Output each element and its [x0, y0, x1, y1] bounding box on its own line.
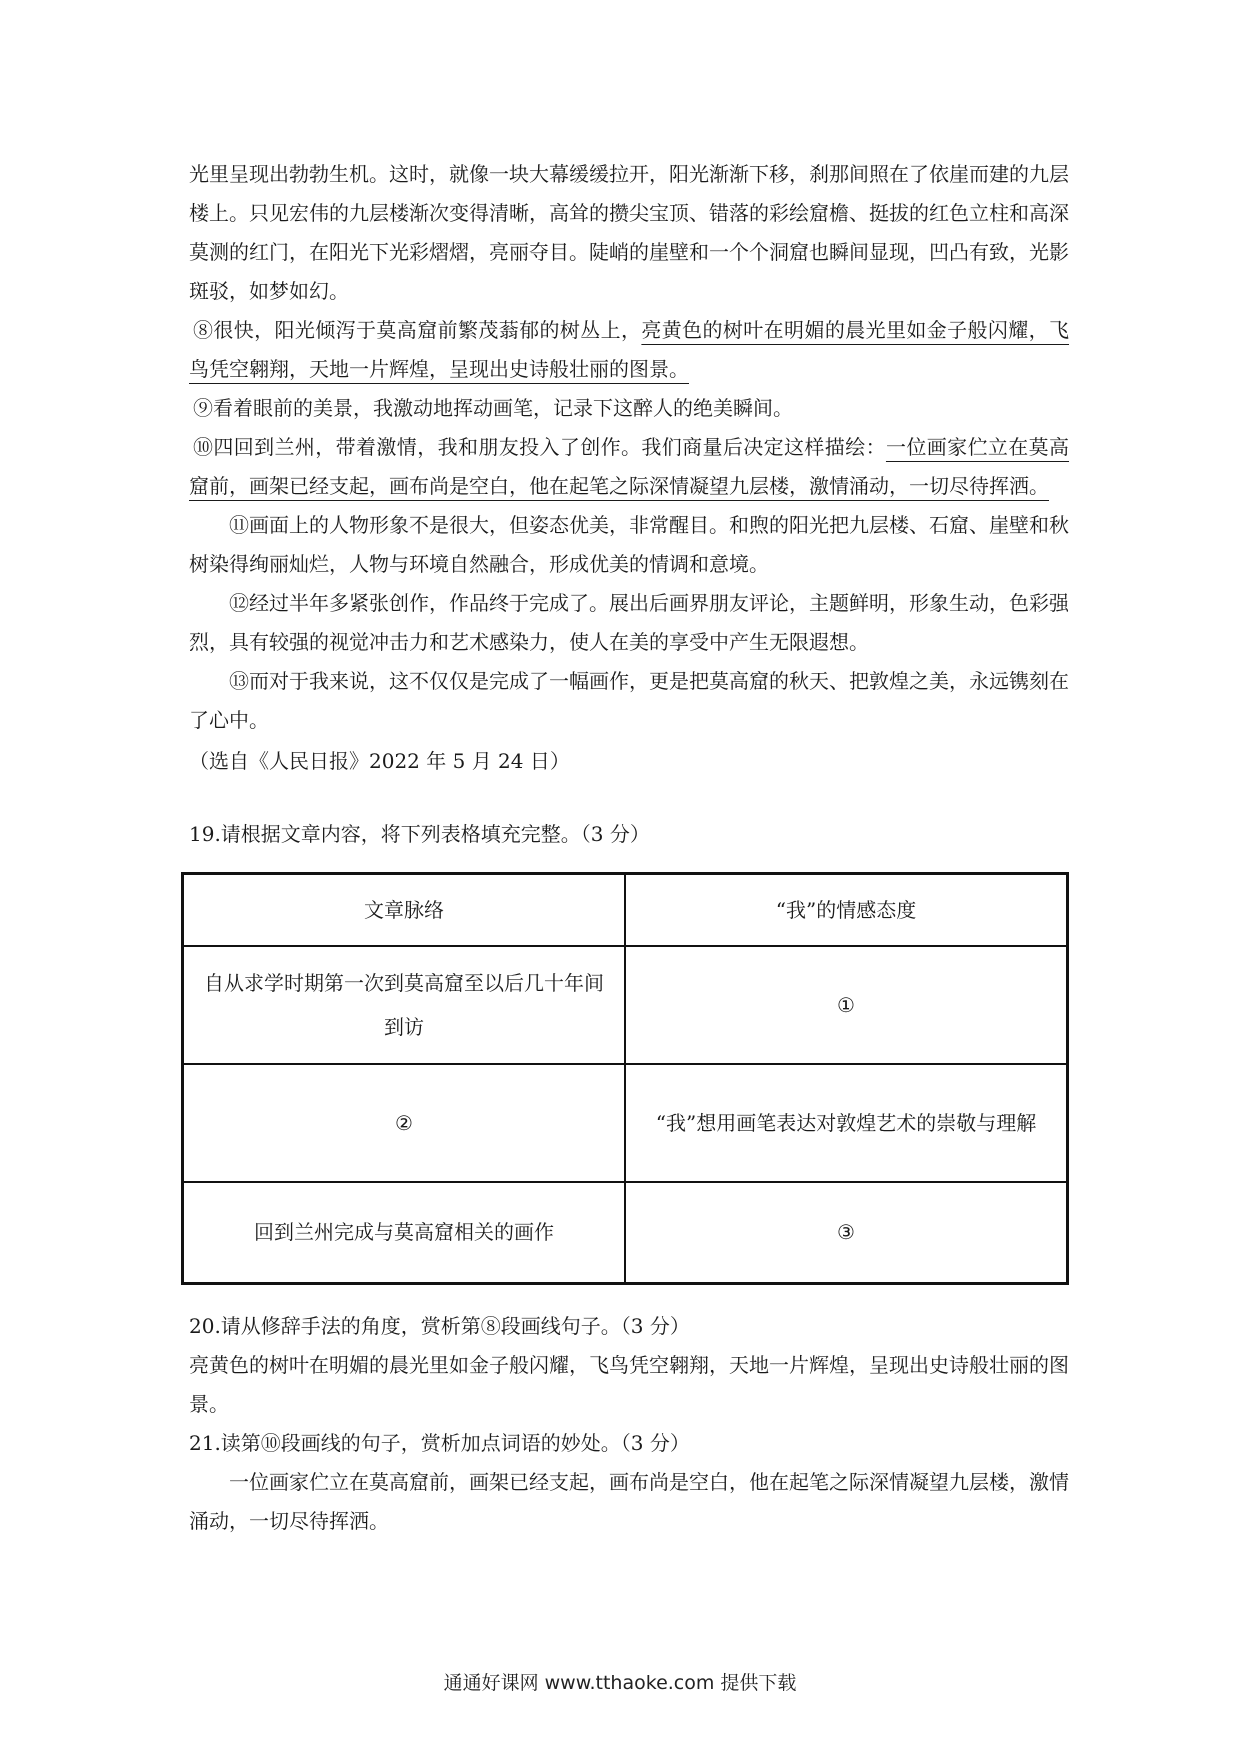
answer-blank-1: ①: [625, 946, 1068, 1064]
question-20-prompt: 20.请从修辞手法的角度，赏析第⑧段画线句子。（3 分）: [189, 1314, 690, 1338]
paragraph-8: [189, 311, 1069, 389]
paragraph-10-text: ⑩四回到兰州，带着激情，我和朋友投入了创作。我们商量后决定这样描绘：: [193, 435, 886, 459]
question-21-prompt: 21.读第⑩段画线的句子，赏析加点词语的妙处。（3 分）: [189, 1431, 690, 1455]
answer-blank-3: ③: [625, 1182, 1068, 1284]
paragraph-11: ⑪画面上的人物形象不是很大，但姿态优美，非常醒目。和煦的阳光把九层楼、石窟、崖壁和秋树染得绚丽灿烂，人物与环境自然融合，形成优美的情调和意境。: [189, 513, 1069, 576]
question-20-quote: 亮黄色的树叶在明媚的晨光里如金子般闪耀，飞鸟凭空翱翔，天地一片辉煌，呈现出史诗般壮丽的图景。: [189, 1353, 1069, 1416]
paragraph-8-underlined-sentence: 亮黄色的树叶在明媚的晨光里如金子般闪耀，飞鸟凭空翱翔，天地一片辉煌，呈现出史诗般壮丽的图景。: [189, 318, 1070, 381]
table-header-cell: “我”的情感态度: [625, 874, 1068, 946]
paragraph-9: ⑨看着眼前的美景，我激动地挥动画笔，记录下这醉人的绝美瞬间。: [193, 396, 793, 420]
question-19-prompt: 19.请根据文章内容，将下列表格填充完整。（3 分）: [189, 822, 650, 846]
answer-blank-2: ②: [183, 1064, 626, 1182]
paragraph-10-underlined-sentence: 一位画家伫立在莫高窟前，画架已经支起，画布尚是空白，他在起笔之际深情凝望九层楼，激情涌动，一切尽待挥洒。: [189, 435, 1070, 498]
table-row: [183, 946, 1068, 1064]
table-cell: 自从求学时期第一次到莫高窟至以后几十年间到访: [183, 946, 626, 1064]
question-21-quote: 一位画家伫立在莫高窟前，画架已经支起，画布尚是空白，他在起笔之际深情凝望九层楼，激情涌动，一切尽待挥洒。: [189, 1470, 1069, 1533]
outline-table: [181, 872, 1069, 1285]
paragraph-13: ⑬而对于我来说，这不仅仅是完成了一幅画作，更是把莫高窟的秋天、把敦煌之美，永远镌刻在了心中。: [189, 669, 1069, 732]
table-header-cell: 文章脉络: [183, 874, 626, 946]
table-row: [183, 1064, 1068, 1182]
table-header-row: [183, 874, 1068, 946]
table-row: [183, 1182, 1068, 1284]
paragraph-8-text: ⑧很快，阳光倾泻于莫高窟前繁茂蓊郁的树丛上，: [193, 318, 642, 342]
document-body: [189, 155, 1069, 1541]
table-cell: “我”想用画笔表达对敦煌艺术的崇敬与理解: [625, 1064, 1068, 1182]
paragraph-12: ⑫经过半年多紧张创作，作品终于完成了。展出后画界朋友评论，主题鲜明，形象生动，色彩强烈，具有较强的视觉冲击力和艺术感染力，使人在美的享受中产生无限遐想。: [189, 591, 1069, 654]
article-source: （选自《人民日报》2022 年 5 月 24 日）: [189, 749, 570, 773]
paragraph-10: [189, 428, 1069, 506]
paragraph-7-continued: 光里呈现出勃勃生机。这时，就像一块大幕缓缓拉开，阳光渐渐下移，刹那间照在了依崖而建的九层楼上。只见宏伟的九层楼渐次变得清晰，高耸的攒尖宝顶、错落的彩绘窟檐、挺拔的红色立柱和高深莫测的红门，在阳光下光彩熠熠，亮丽夺目。陡峭的崖壁和一个个洞窟也瞬间显现，凹凸有致，光影斑驳，如梦如幻。: [189, 162, 1069, 303]
table-cell: 回到兰州完成与莫高窟相关的画作: [183, 1182, 626, 1284]
page-footer: 通通好课网 www.tthaoke.com 提供下载: [443, 1672, 797, 1694]
